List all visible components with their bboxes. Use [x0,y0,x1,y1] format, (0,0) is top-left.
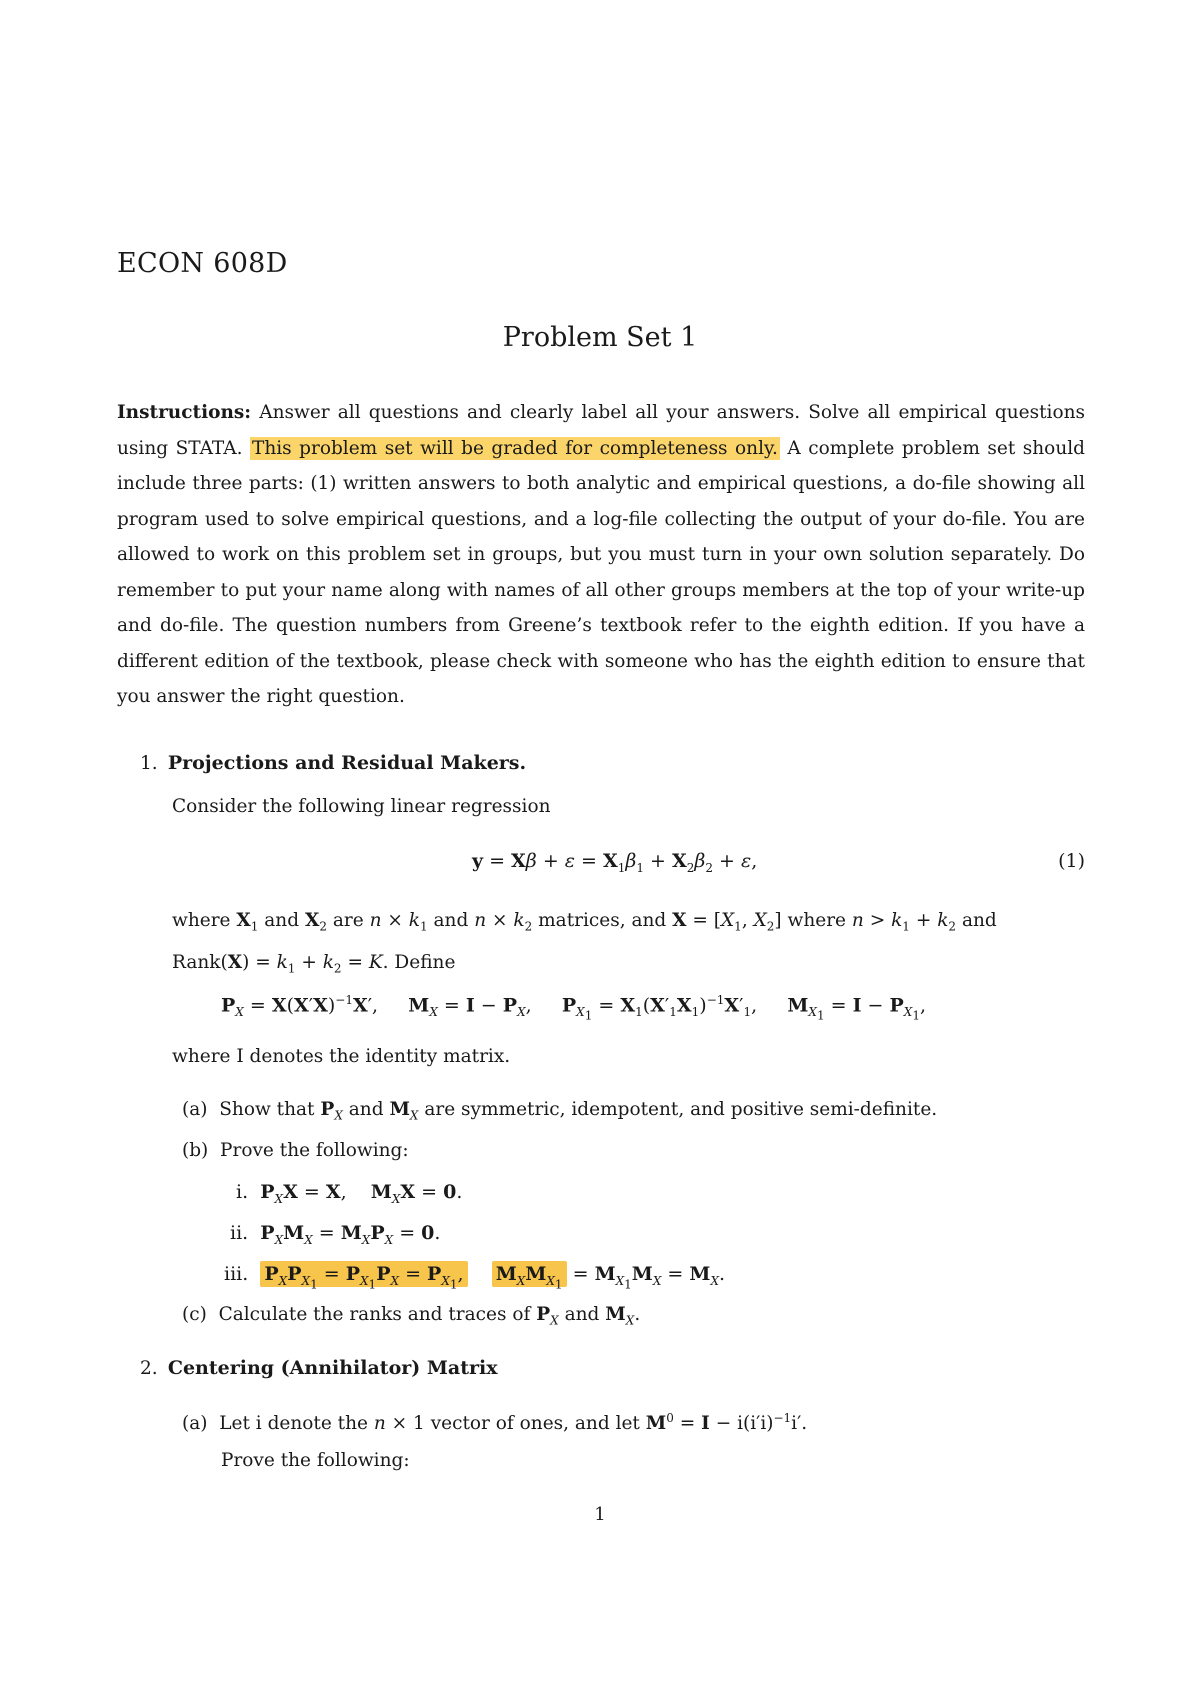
instructions-highlight: This problem set will be graded for completeness only. [251,437,778,459]
course-title: ECON 608D [117,248,288,279]
regression-equation: $y = X\beta + \varepsilon = X_1\beta_1 + X_2\beta_2 + \varepsilon$, [472,850,758,875]
q1-where-paragraph: where $X_1$ and $X_2$ are $n \times k_1$ and $n \times k_2$ matrices, and $X = [X_1$, $X_2$] where $n > k_1 + k_2$ and Rank(X) = $k_1 + k_2 = K$. Define [172,910,997,976]
q1-part-b: (b) Prove the following: [182,1140,409,1161]
instructions-paragraph [117,395,1085,715]
q1-part-a: (a) Show that $P_X$ and $M_X$ are symmetric, idempotent, and positive semi-definite. [182,1099,938,1123]
equation-number: (1) [1058,850,1085,872]
q1-heading: 1. Projections and Residual Makers. [140,752,527,774]
q1-part-c: (c) Calculate the ranks and traces of $P_X$ and $M_X$. [182,1304,641,1328]
q1-b-ii: ii. $P_XM_X = M_XP_X = 0$. [230,1222,441,1247]
page-title: Problem Set 1 [502,322,698,353]
projection-definitions: $P_X = X(X'X)^{-1}X'$, $M_X = I - P_X$, $P_{X_1} = X_1(X'_1X_1)^{-1}X'_1$, $M_{X_1} = I - P_{X_1}$, [221,993,927,1023]
instructions-text-1: Answer all questions and clearly label all your answers. Solve all empirical questions using STATA. [117,402,1085,459]
q1-intro: Consider the following linear regression [172,796,551,817]
page-number: 1 [594,1504,606,1525]
instructions-text-2: A complete problem set should include three parts: (1) written answers to both analytic and empirical questions, a do-file showing all program used to solve empirical questions, and a log-file collecting the output of your do-file. You are allowed to work on this problem set in groups, but you must turn in your own solution separately. Do remember to put your name along with names of all other groups members at the top of your write-up and do-file. The question numbers from Greene’s textbook refer to the eighth edition. If you have a different edition of the textbook, please check with someone who has the eighth edition to ensure that you answer the right question. [117,437,1085,707]
instructions-label: Instructions: [117,402,252,423]
q1-b-i: i. $P_XX = X$, $M_XX = 0$. [236,1181,463,1206]
q2-heading: 2. Centering (Annihilator) Matrix [140,1357,498,1379]
q2-part-a: (a) Let i denote the n × 1 vector of ones, and let $M^0 = I - i(i'i)^{-1}i'$. [182,1411,808,1435]
identity-note: where I denotes the identity matrix. [172,1046,511,1067]
q1-b-iii: iii. $P_XP_{X_1} = P_{X_1}P_X = P_{X_1}$, $M_XM_{X_1} = M_{X_1}M_X = M_X$. [224,1263,726,1292]
q2-prove: Prove the following: [221,1450,410,1471]
